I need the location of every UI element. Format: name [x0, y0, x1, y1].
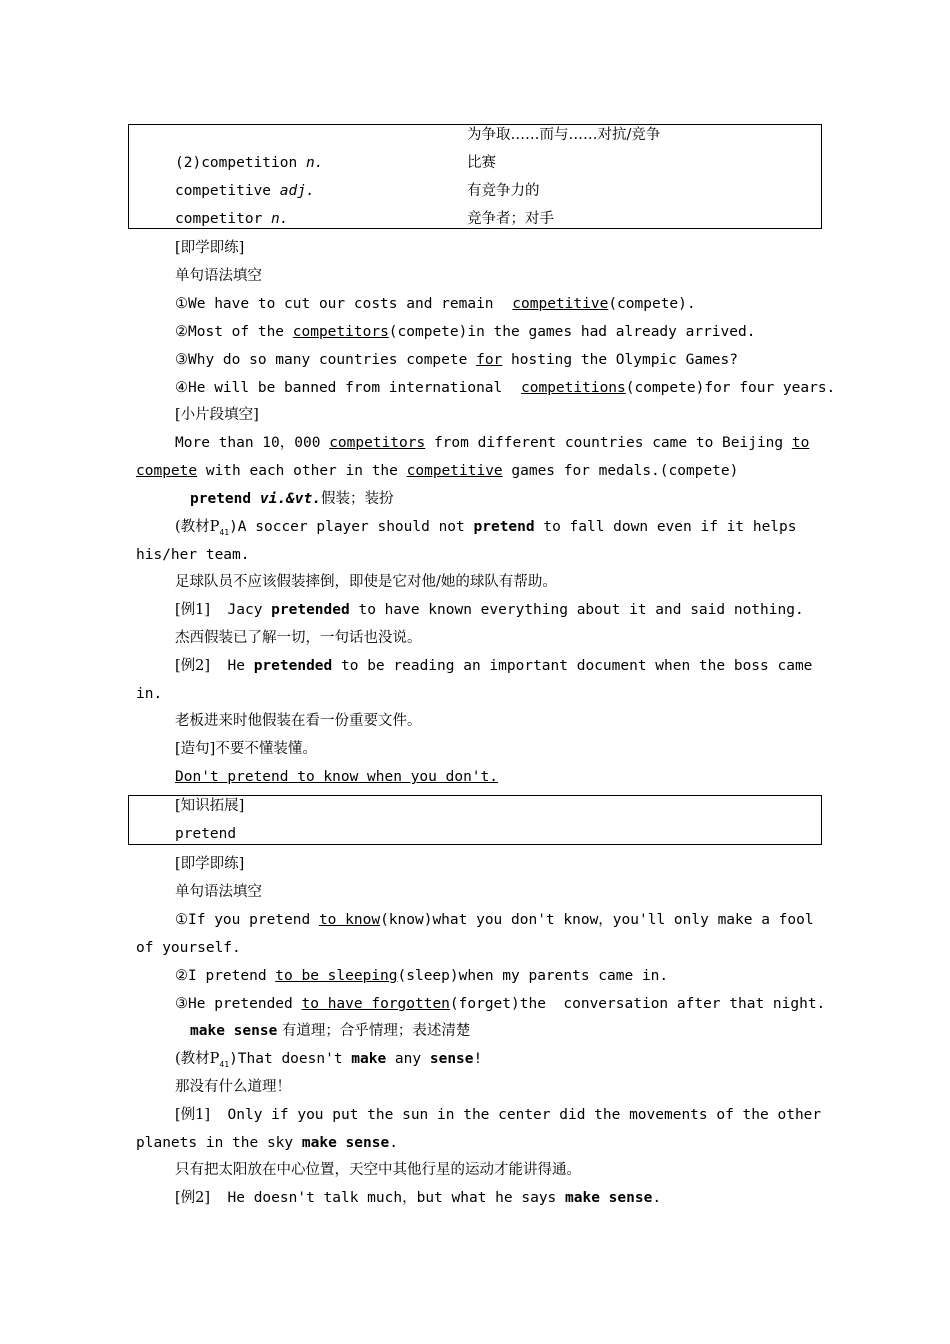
- table-cell: (2)competition n.: [175, 155, 324, 171]
- section-subheading: 单句语法填空: [175, 884, 262, 900]
- answer: competitions: [521, 380, 626, 396]
- table-cell: pretend: [175, 826, 237, 842]
- answer: to be sleeping: [275, 968, 398, 984]
- section-subheading: 单句语法填空: [175, 268, 262, 284]
- answer: competitive: [406, 463, 503, 479]
- textbook-sentence: (教材$P_{41})That$ doesn't make any sense!: [175, 1051, 483, 1069]
- example-sentence: [例2] He pretended to be reading an important document when the boss came: [175, 658, 813, 674]
- entry-heading: make sense 有道理；合乎情理；表述清楚: [190, 1023, 471, 1039]
- example-sentence: [例2] He doesn't talk much，but what he says make sense.: [175, 1190, 662, 1206]
- section-heading: [即学即练]: [175, 240, 245, 256]
- example-sentence: in.: [136, 686, 163, 702]
- section-heading: [即学即练]: [175, 856, 245, 872]
- translation: 那没有什么道理！: [175, 1079, 291, 1095]
- answer: compete: [136, 463, 198, 479]
- example-sentence: [例1] Only if you put the sun in the center did the movements of the other: [175, 1107, 822, 1123]
- translation: 只有把太阳放在中心位置，天空中其他行星的运动才能讲得通。: [175, 1162, 581, 1178]
- exercise-line: ①If you pretend to know(know)what you don't know，you'll only make a fool: [175, 912, 814, 928]
- fragment-line: More than 10，000 competitors from different countries came to Beijing to: [175, 435, 810, 451]
- exercise-line: ①We have to cut our costs and remain competitive(compete).: [175, 296, 696, 312]
- answer: to have forgotten: [301, 996, 450, 1012]
- table-cell: 比赛: [467, 155, 496, 171]
- section-heading: [小片段填空]: [175, 407, 259, 423]
- fragment-line: compete with each other in the competitive games for medals.(compete): [136, 463, 739, 479]
- answer: for: [476, 352, 503, 368]
- exercise-line: ④He will be banned from international competitions(compete)for four years.: [175, 380, 836, 396]
- translation: 老板进来时他假装在看一份重要文件。: [175, 713, 422, 729]
- table-cell: competitor n.: [175, 211, 289, 227]
- make-sentence-prompt: [造句]不要不懂装懂。: [175, 741, 317, 757]
- table-cell: 有竞争力的: [467, 183, 540, 199]
- textbook-sentence: his/her team.: [136, 547, 250, 563]
- textbook-sentence: (教材$P_{41})A$ soccer player should not pretend to fall down even if it helps: [175, 519, 797, 537]
- answer: to know: [318, 912, 381, 928]
- example-sentence: [例1] Jacy pretended to have known everything about it and said nothing.: [175, 602, 804, 618]
- exercise-line: ②I pretend to be sleeping(sleep)when my parents came in.: [175, 968, 669, 984]
- answer: to: [791, 435, 810, 451]
- translation: 杰西假装已了解一切，一句话也没说。: [175, 630, 422, 646]
- section-heading: [知识拓展]: [175, 798, 245, 814]
- answer: competitors: [292, 324, 389, 340]
- entry-heading: pretend vi.&vt.假装；装扮: [190, 491, 394, 507]
- answer: competitive: [512, 296, 609, 312]
- exercise-line: ③He pretended to have forgotten(forget)the conversation after that night.: [175, 996, 826, 1012]
- table-cell: competitive adj.: [175, 183, 315, 199]
- example-sentence: planets in the sky make sense.: [136, 1135, 398, 1151]
- translation: 足球队员不应该假装摔倒，即使是它对他/她的球队有帮助。: [175, 574, 557, 590]
- table-cell: 竞争者；对手: [467, 211, 554, 227]
- exercise-line: ③Why do so many countries compete for hosting the Olympic Games?: [175, 352, 738, 368]
- exercise-line: of yourself.: [136, 940, 241, 956]
- answer: Don't pretend to know when you don't.: [175, 769, 499, 785]
- exercise-line: ②Most of the competitors(compete)in the games had already arrived.: [175, 324, 756, 340]
- table-cell: 为争取……而与……对抗/竞争: [467, 127, 661, 143]
- answer: competitors: [329, 435, 426, 451]
